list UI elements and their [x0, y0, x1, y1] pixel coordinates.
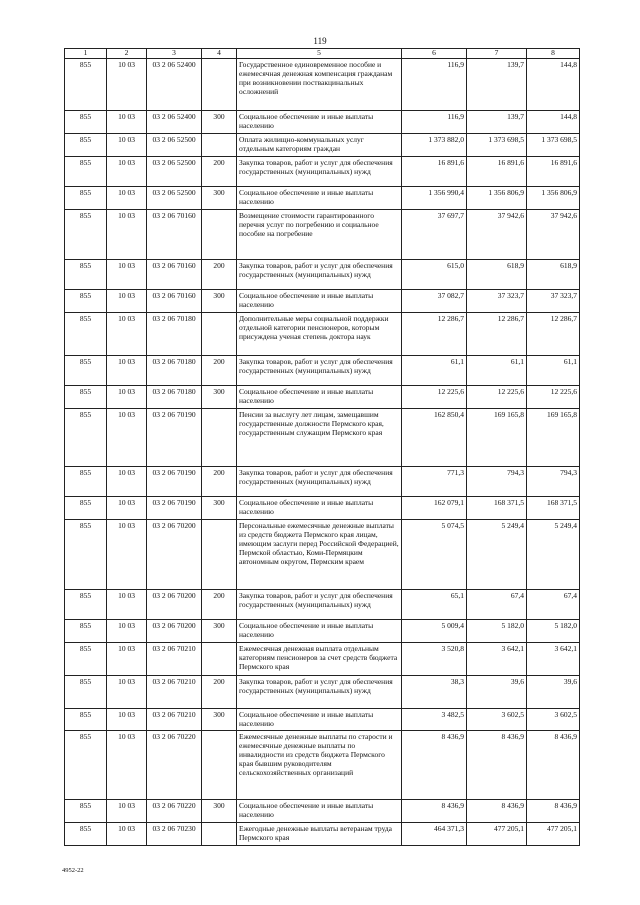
amount-year3-cell: 144,8: [527, 111, 580, 134]
column-header-3: 3: [147, 49, 202, 59]
target-article-cell: 03 2 06 52400: [147, 111, 202, 134]
section-code-cell: 10 03: [107, 111, 147, 134]
admin-code-cell: 855: [65, 134, 107, 157]
section-code-cell: 10 03: [107, 260, 147, 290]
table-row: [65, 290, 580, 313]
amount-year1-cell: 1 356 990,4: [402, 187, 467, 210]
section-code-cell: 10 03: [107, 643, 147, 676]
amount-year1-cell: 8 436,9: [402, 800, 467, 823]
amount-year1-cell: 12 225,6: [402, 386, 467, 409]
amount-year3-cell: 67,4: [527, 590, 580, 620]
expense-type-cell: 300: [202, 620, 237, 643]
amount-year2-cell: 794,3: [467, 467, 527, 497]
table-row: [65, 620, 580, 643]
amount-year3-cell: 144,8: [527, 59, 580, 111]
expense-type-cell: [202, 643, 237, 676]
table-row: [65, 409, 580, 467]
amount-year1-cell: 12 286,7: [402, 313, 467, 356]
column-header-1: 1: [65, 49, 107, 59]
target-article-cell: 03 2 06 70160: [147, 210, 202, 260]
table-row: [65, 520, 580, 590]
section-code-cell: 10 03: [107, 386, 147, 409]
amount-year2-cell: 168 371,5: [467, 497, 527, 520]
description-cell: Социальное обеспечение и иные выплаты населению: [237, 620, 402, 643]
amount-year2-cell: 618,9: [467, 260, 527, 290]
target-article-cell: 03 2 06 52400: [147, 59, 202, 111]
target-article-cell: 03 2 06 70220: [147, 731, 202, 800]
amount-year2-cell: 3 602,5: [467, 709, 527, 731]
admin-code-cell: 855: [65, 467, 107, 497]
amount-year3-cell: 1 373 698,5: [527, 134, 580, 157]
amount-year3-cell: 168 371,5: [527, 497, 580, 520]
target-article-cell: 03 2 06 70220: [147, 800, 202, 823]
table-body: [65, 59, 580, 846]
section-code-cell: 10 03: [107, 731, 147, 800]
amount-year2-cell: 139,7: [467, 111, 527, 134]
section-code-cell: 10 03: [107, 134, 147, 157]
description-cell: Закупка товаров, работ и услуг для обеспечения государственных (муниципальных) нужд: [237, 157, 402, 187]
target-article-cell: 03 2 06 52500: [147, 157, 202, 187]
column-header-7: 7: [467, 49, 527, 59]
admin-code-cell: 855: [65, 313, 107, 356]
amount-year3-cell: 8 436,9: [527, 800, 580, 823]
expense-type-cell: 300: [202, 497, 237, 520]
section-code-cell: 10 03: [107, 187, 147, 210]
description-cell: Ежегодные денежные выплаты ветеранам труда Пермского края: [237, 823, 402, 846]
admin-code-cell: 855: [65, 157, 107, 187]
admin-code-cell: 855: [65, 709, 107, 731]
expense-type-cell: [202, 134, 237, 157]
table-row: [65, 111, 580, 134]
target-article-cell: 03 2 06 70160: [147, 260, 202, 290]
amount-year2-cell: 8 436,9: [467, 731, 527, 800]
column-header-2: 2: [107, 49, 147, 59]
amount-year1-cell: 162 079,1: [402, 497, 467, 520]
description-cell: Социальное обеспечение и иные выплаты населению: [237, 386, 402, 409]
admin-code-cell: 855: [65, 520, 107, 590]
amount-year1-cell: 37 697,7: [402, 210, 467, 260]
amount-year3-cell: 794,3: [527, 467, 580, 497]
target-article-cell: 03 2 06 70190: [147, 409, 202, 467]
description-cell: Дополнительные меры социальной поддержки отдельной категории пенсионеров, которым присуждена ученая степень доктора наук: [237, 313, 402, 356]
table-row: [65, 134, 580, 157]
table-row: [65, 823, 580, 846]
amount-year1-cell: 38,3: [402, 676, 467, 709]
amount-year1-cell: 116,9: [402, 59, 467, 111]
amount-year2-cell: 477 205,1: [467, 823, 527, 846]
amount-year2-cell: 61,1: [467, 356, 527, 386]
section-code-cell: 10 03: [107, 313, 147, 356]
admin-code-cell: 855: [65, 356, 107, 386]
admin-code-cell: 855: [65, 643, 107, 676]
amount-year3-cell: 12 286,7: [527, 313, 580, 356]
table-row: [65, 313, 580, 356]
section-code-cell: 10 03: [107, 709, 147, 731]
description-cell: Закупка товаров, работ и услуг для обеспечения государственных (муниципальных) нужд: [237, 356, 402, 386]
column-header-4: 4: [202, 49, 237, 59]
amount-year2-cell: 12 225,6: [467, 386, 527, 409]
description-cell: Социальное обеспечение и иные выплаты населению: [237, 111, 402, 134]
description-cell: Закупка товаров, работ и услуг для обеспечения государственных (муниципальных) нужд: [237, 676, 402, 709]
amount-year2-cell: 12 286,7: [467, 313, 527, 356]
expense-type-cell: [202, 823, 237, 846]
page-number: 119: [313, 36, 327, 46]
expense-type-cell: [202, 731, 237, 800]
admin-code-cell: 855: [65, 620, 107, 643]
admin-code-cell: 855: [65, 210, 107, 260]
expense-type-cell: [202, 210, 237, 260]
description-cell: Социальное обеспечение и иные выплаты населению: [237, 187, 402, 210]
expense-type-cell: 300: [202, 800, 237, 823]
section-code-cell: 10 03: [107, 157, 147, 187]
target-article-cell: 03 2 06 70190: [147, 497, 202, 520]
expense-type-cell: 300: [202, 290, 237, 313]
amount-year1-cell: 61,1: [402, 356, 467, 386]
table-row: [65, 210, 580, 260]
table-row: [65, 187, 580, 210]
amount-year3-cell: 3 602,5: [527, 709, 580, 731]
amount-year1-cell: 5 009,4: [402, 620, 467, 643]
section-code-cell: 10 03: [107, 210, 147, 260]
amount-year1-cell: 615,0: [402, 260, 467, 290]
admin-code-cell: 855: [65, 59, 107, 111]
target-article-cell: 03 2 06 70210: [147, 643, 202, 676]
expense-type-cell: [202, 313, 237, 356]
amount-year3-cell: 16 891,6: [527, 157, 580, 187]
amount-year2-cell: 5 182,0: [467, 620, 527, 643]
table-row: [65, 590, 580, 620]
admin-code-cell: 855: [65, 731, 107, 800]
section-code-cell: 10 03: [107, 409, 147, 467]
amount-year1-cell: 162 850,4: [402, 409, 467, 467]
footer-code: 4952-22: [62, 867, 84, 874]
description-cell: Социальное обеспечение и иные выплаты населению: [237, 497, 402, 520]
target-article-cell: 03 2 06 52500: [147, 134, 202, 157]
amount-year2-cell: 16 891,6: [467, 157, 527, 187]
amount-year3-cell: 5 249,4: [527, 520, 580, 590]
description-cell: Государственное единовременное пособие и ежемесячная денежная компенсация гражданам при возникновении поствакцинальных осложнений: [237, 59, 402, 111]
amount-year2-cell: 67,4: [467, 590, 527, 620]
section-code-cell: 10 03: [107, 620, 147, 643]
description-cell: Ежемесячные денежные выплаты по старости и ежемесячные денежные выплаты по инвалидности из средств бюджета Пермского края бывшим руководителям сельскохозяйственных организаций: [237, 731, 402, 800]
expense-type-cell: 200: [202, 467, 237, 497]
admin-code-cell: 855: [65, 111, 107, 134]
column-header-6: 6: [402, 49, 467, 59]
description-cell: Персональные ежемесячные денежные выплаты из средств бюджета Пермского края лицам, имеющим заслуги перед Российской Федерацией, Пермской областью, Коми-Пермяцким автономным округом, Пермским краем: [237, 520, 402, 590]
target-article-cell: 03 2 06 70210: [147, 709, 202, 731]
amount-year2-cell: 1 373 698,5: [467, 134, 527, 157]
amount-year1-cell: 3 482,5: [402, 709, 467, 731]
expense-type-cell: [202, 409, 237, 467]
table-row: [65, 59, 580, 111]
description-cell: Возмещение стоимости гарантированного перечня услуг по погребению и социальное пособие на погребение: [237, 210, 402, 260]
description-cell: Закупка товаров, работ и услуг для обеспечения государственных (муниципальных) нужд: [237, 590, 402, 620]
expense-type-cell: [202, 59, 237, 111]
table-row: [65, 676, 580, 709]
amount-year3-cell: 618,9: [527, 260, 580, 290]
target-article-cell: 03 2 06 70180: [147, 386, 202, 409]
description-cell: Закупка товаров, работ и услуг для обеспечения государственных (муниципальных) нужд: [237, 260, 402, 290]
amount-year1-cell: 771,3: [402, 467, 467, 497]
description-cell: Социальное обеспечение и иные выплаты населению: [237, 709, 402, 731]
target-article-cell: 03 2 06 70200: [147, 590, 202, 620]
table-row: [65, 643, 580, 676]
description-cell: Оплата жилищно-коммунальных услуг отдельным категориям граждан: [237, 134, 402, 157]
amount-year3-cell: 1 356 806,9: [527, 187, 580, 210]
expense-type-cell: 200: [202, 590, 237, 620]
amount-year3-cell: 169 165,8: [527, 409, 580, 467]
table-row: [65, 731, 580, 800]
table-row: [65, 260, 580, 290]
target-article-cell: 03 2 06 52500: [147, 187, 202, 210]
target-article-cell: 03 2 06 70210: [147, 676, 202, 709]
description-cell: Социальное обеспечение и иные выплаты населению: [237, 290, 402, 313]
admin-code-cell: 855: [65, 260, 107, 290]
admin-code-cell: 855: [65, 676, 107, 709]
amount-year1-cell: 5 074,5: [402, 520, 467, 590]
amount-year2-cell: 3 642,1: [467, 643, 527, 676]
target-article-cell: 03 2 06 70180: [147, 356, 202, 386]
expense-type-cell: 200: [202, 260, 237, 290]
section-code-cell: 10 03: [107, 290, 147, 313]
amount-year2-cell: 8 436,9: [467, 800, 527, 823]
section-code-cell: 10 03: [107, 520, 147, 590]
amount-year1-cell: 16 891,6: [402, 157, 467, 187]
amount-year2-cell: 169 165,8: [467, 409, 527, 467]
amount-year1-cell: 116,9: [402, 111, 467, 134]
amount-year3-cell: 3 642,1: [527, 643, 580, 676]
amount-year1-cell: 3 520,8: [402, 643, 467, 676]
amount-year3-cell: 477 205,1: [527, 823, 580, 846]
expense-type-cell: 300: [202, 187, 237, 210]
amount-year3-cell: 61,1: [527, 356, 580, 386]
amount-year1-cell: 1 373 882,0: [402, 134, 467, 157]
description-cell: Ежемесячная денежная выплата отдельным категориям пенсионеров за счет средств бюджета Пермского края: [237, 643, 402, 676]
admin-code-cell: 855: [65, 290, 107, 313]
amount-year1-cell: 37 082,7: [402, 290, 467, 313]
table-row: [65, 356, 580, 386]
table-row: [65, 386, 580, 409]
amount-year2-cell: 39,6: [467, 676, 527, 709]
expense-type-cell: 200: [202, 676, 237, 709]
amount-year3-cell: 37 942,6: [527, 210, 580, 260]
amount-year2-cell: 139,7: [467, 59, 527, 111]
table-row: [65, 157, 580, 187]
description-cell: Закупка товаров, работ и услуг для обеспечения государственных (муниципальных) нужд: [237, 467, 402, 497]
description-cell: Пенсии за выслугу лет лицам, замещавшим государственные должности Пермского края, государственным служащим Пермского края: [237, 409, 402, 467]
target-article-cell: 03 2 06 70160: [147, 290, 202, 313]
amount-year3-cell: 8 436,9: [527, 731, 580, 800]
table-row: [65, 497, 580, 520]
admin-code-cell: 855: [65, 823, 107, 846]
section-code-cell: 10 03: [107, 59, 147, 111]
amount-year2-cell: 1 356 806,9: [467, 187, 527, 210]
amount-year1-cell: 65,1: [402, 590, 467, 620]
section-code-cell: 10 03: [107, 356, 147, 386]
amount-year3-cell: 5 182,0: [527, 620, 580, 643]
amount-year1-cell: 464 371,3: [402, 823, 467, 846]
table-header-row: [65, 49, 580, 59]
amount-year3-cell: 12 225,6: [527, 386, 580, 409]
section-code-cell: 10 03: [107, 676, 147, 709]
column-header-8: 8: [527, 49, 580, 59]
expense-type-cell: 300: [202, 386, 237, 409]
expense-type-cell: [202, 520, 237, 590]
amount-year2-cell: 5 249,4: [467, 520, 527, 590]
section-code-cell: 10 03: [107, 823, 147, 846]
budget-table: [64, 48, 580, 846]
target-article-cell: 03 2 06 70200: [147, 520, 202, 590]
section-code-cell: 10 03: [107, 800, 147, 823]
section-code-cell: 10 03: [107, 497, 147, 520]
target-article-cell: 03 2 06 70190: [147, 467, 202, 497]
amount-year3-cell: 39,6: [527, 676, 580, 709]
expense-type-cell: 200: [202, 157, 237, 187]
amount-year3-cell: 37 323,7: [527, 290, 580, 313]
admin-code-cell: 855: [65, 187, 107, 210]
expense-type-cell: 200: [202, 356, 237, 386]
target-article-cell: 03 2 06 70200: [147, 620, 202, 643]
table-row: [65, 800, 580, 823]
section-code-cell: 10 03: [107, 467, 147, 497]
target-article-cell: 03 2 06 70230: [147, 823, 202, 846]
amount-year2-cell: 37 323,7: [467, 290, 527, 313]
amount-year1-cell: 8 436,9: [402, 731, 467, 800]
admin-code-cell: 855: [65, 386, 107, 409]
description-cell: Социальное обеспечение и иные выплаты населению: [237, 800, 402, 823]
table-row: [65, 709, 580, 731]
admin-code-cell: 855: [65, 590, 107, 620]
table-row: [65, 467, 580, 497]
section-code-cell: 10 03: [107, 590, 147, 620]
expense-type-cell: 300: [202, 709, 237, 731]
admin-code-cell: 855: [65, 497, 107, 520]
expense-type-cell: 300: [202, 111, 237, 134]
admin-code-cell: 855: [65, 409, 107, 467]
admin-code-cell: 855: [65, 800, 107, 823]
column-header-5: 5: [237, 49, 402, 59]
amount-year2-cell: 37 942,6: [467, 210, 527, 260]
target-article-cell: 03 2 06 70180: [147, 313, 202, 356]
